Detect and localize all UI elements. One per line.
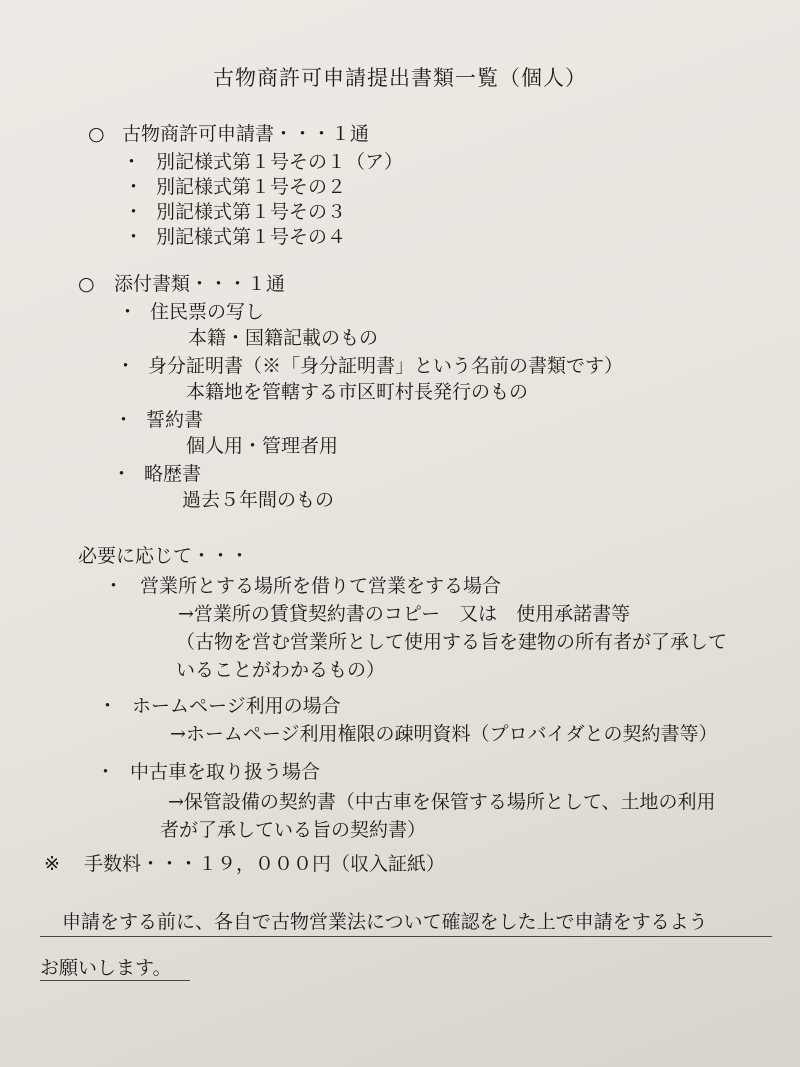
optional-item-detail: →保管設備の契約書（中古車を保管する場所として、土地の利用 — [168, 791, 716, 813]
optional-item-label: 営業所とする場所を借りて営業をする場合 — [140, 575, 502, 597]
reference-mark: ※ — [44, 853, 60, 875]
attachment-item-detail: 過去５年間のもの — [182, 489, 335, 511]
application-item: 別記様式第１号その１（ア） — [156, 151, 404, 173]
attachments-heading: 添付書類・・・１通 — [114, 273, 286, 295]
application-item: 別記様式第１号その３ — [156, 201, 347, 223]
attachment-item-detail: 本籍地を管轄する市区町村長発行のもの — [186, 381, 529, 403]
attachment-item-label: 誓約書 — [146, 409, 204, 431]
bullet: ・ — [112, 463, 132, 485]
bullet: ・ — [116, 355, 136, 377]
optional-heading: 必要に応じて・・・ — [78, 545, 250, 567]
bullet: ・ — [124, 226, 144, 248]
optional-item-detail: →ホームページ利用権限の疎明資料（プロバイダとの契約書等） — [170, 723, 718, 745]
document-title: 古物商許可申請提出書類一覧（個人） — [213, 66, 587, 90]
footer-note-line-2: お願いします。 — [40, 957, 172, 979]
bullet: ・ — [114, 409, 134, 431]
optional-item-detail: （古物を営む営業所として使用する旨を建物の所有者が了承して — [176, 631, 728, 653]
footer-note-line-1: 申請をする前に、各自で古物営業法について確認をした上で申請をするよう — [62, 911, 708, 933]
circle-marker: ○ — [78, 273, 95, 295]
attachment-item-detail: 本籍・国籍記載のもの — [188, 327, 379, 349]
attachment-item-label: 略歴書 — [144, 463, 202, 485]
circle-marker: ○ — [88, 123, 105, 145]
application-item: 別記様式第１号その２ — [156, 176, 347, 198]
underline — [40, 980, 190, 981]
bullet: ・ — [118, 301, 138, 323]
application-heading: 古物商許可申請書・・・１通 — [122, 123, 370, 145]
optional-item-detail: →営業所の賃貸契約書のコピー 又は 使用承諾書等 — [178, 603, 631, 625]
optional-item-detail: 者が了承している旨の契約書） — [160, 819, 427, 841]
fee-line: 手数料・・・１９，０００円（収入証紙） — [84, 853, 446, 875]
underline — [40, 936, 772, 937]
attachment-item-label: 住民票の写し — [150, 301, 265, 323]
bullet: ・ — [124, 201, 144, 223]
attachment-item-label: 身分証明書（※「身分証明書」という名前の書類です） — [148, 355, 624, 377]
bullet: ・ — [98, 695, 118, 717]
optional-item-detail: いることがわかるもの） — [176, 659, 386, 681]
bullet: ・ — [122, 151, 142, 173]
bullet: ・ — [104, 575, 124, 597]
application-item: 別記様式第１号その４ — [156, 226, 347, 248]
bullet: ・ — [124, 176, 144, 198]
attachment-item-detail: 個人用・管理者用 — [186, 435, 339, 457]
optional-item-label: 中古車を取り扱う場合 — [130, 761, 321, 783]
bullet: ・ — [96, 761, 116, 783]
optional-item-label: ホームページ利用の場合 — [132, 695, 341, 717]
